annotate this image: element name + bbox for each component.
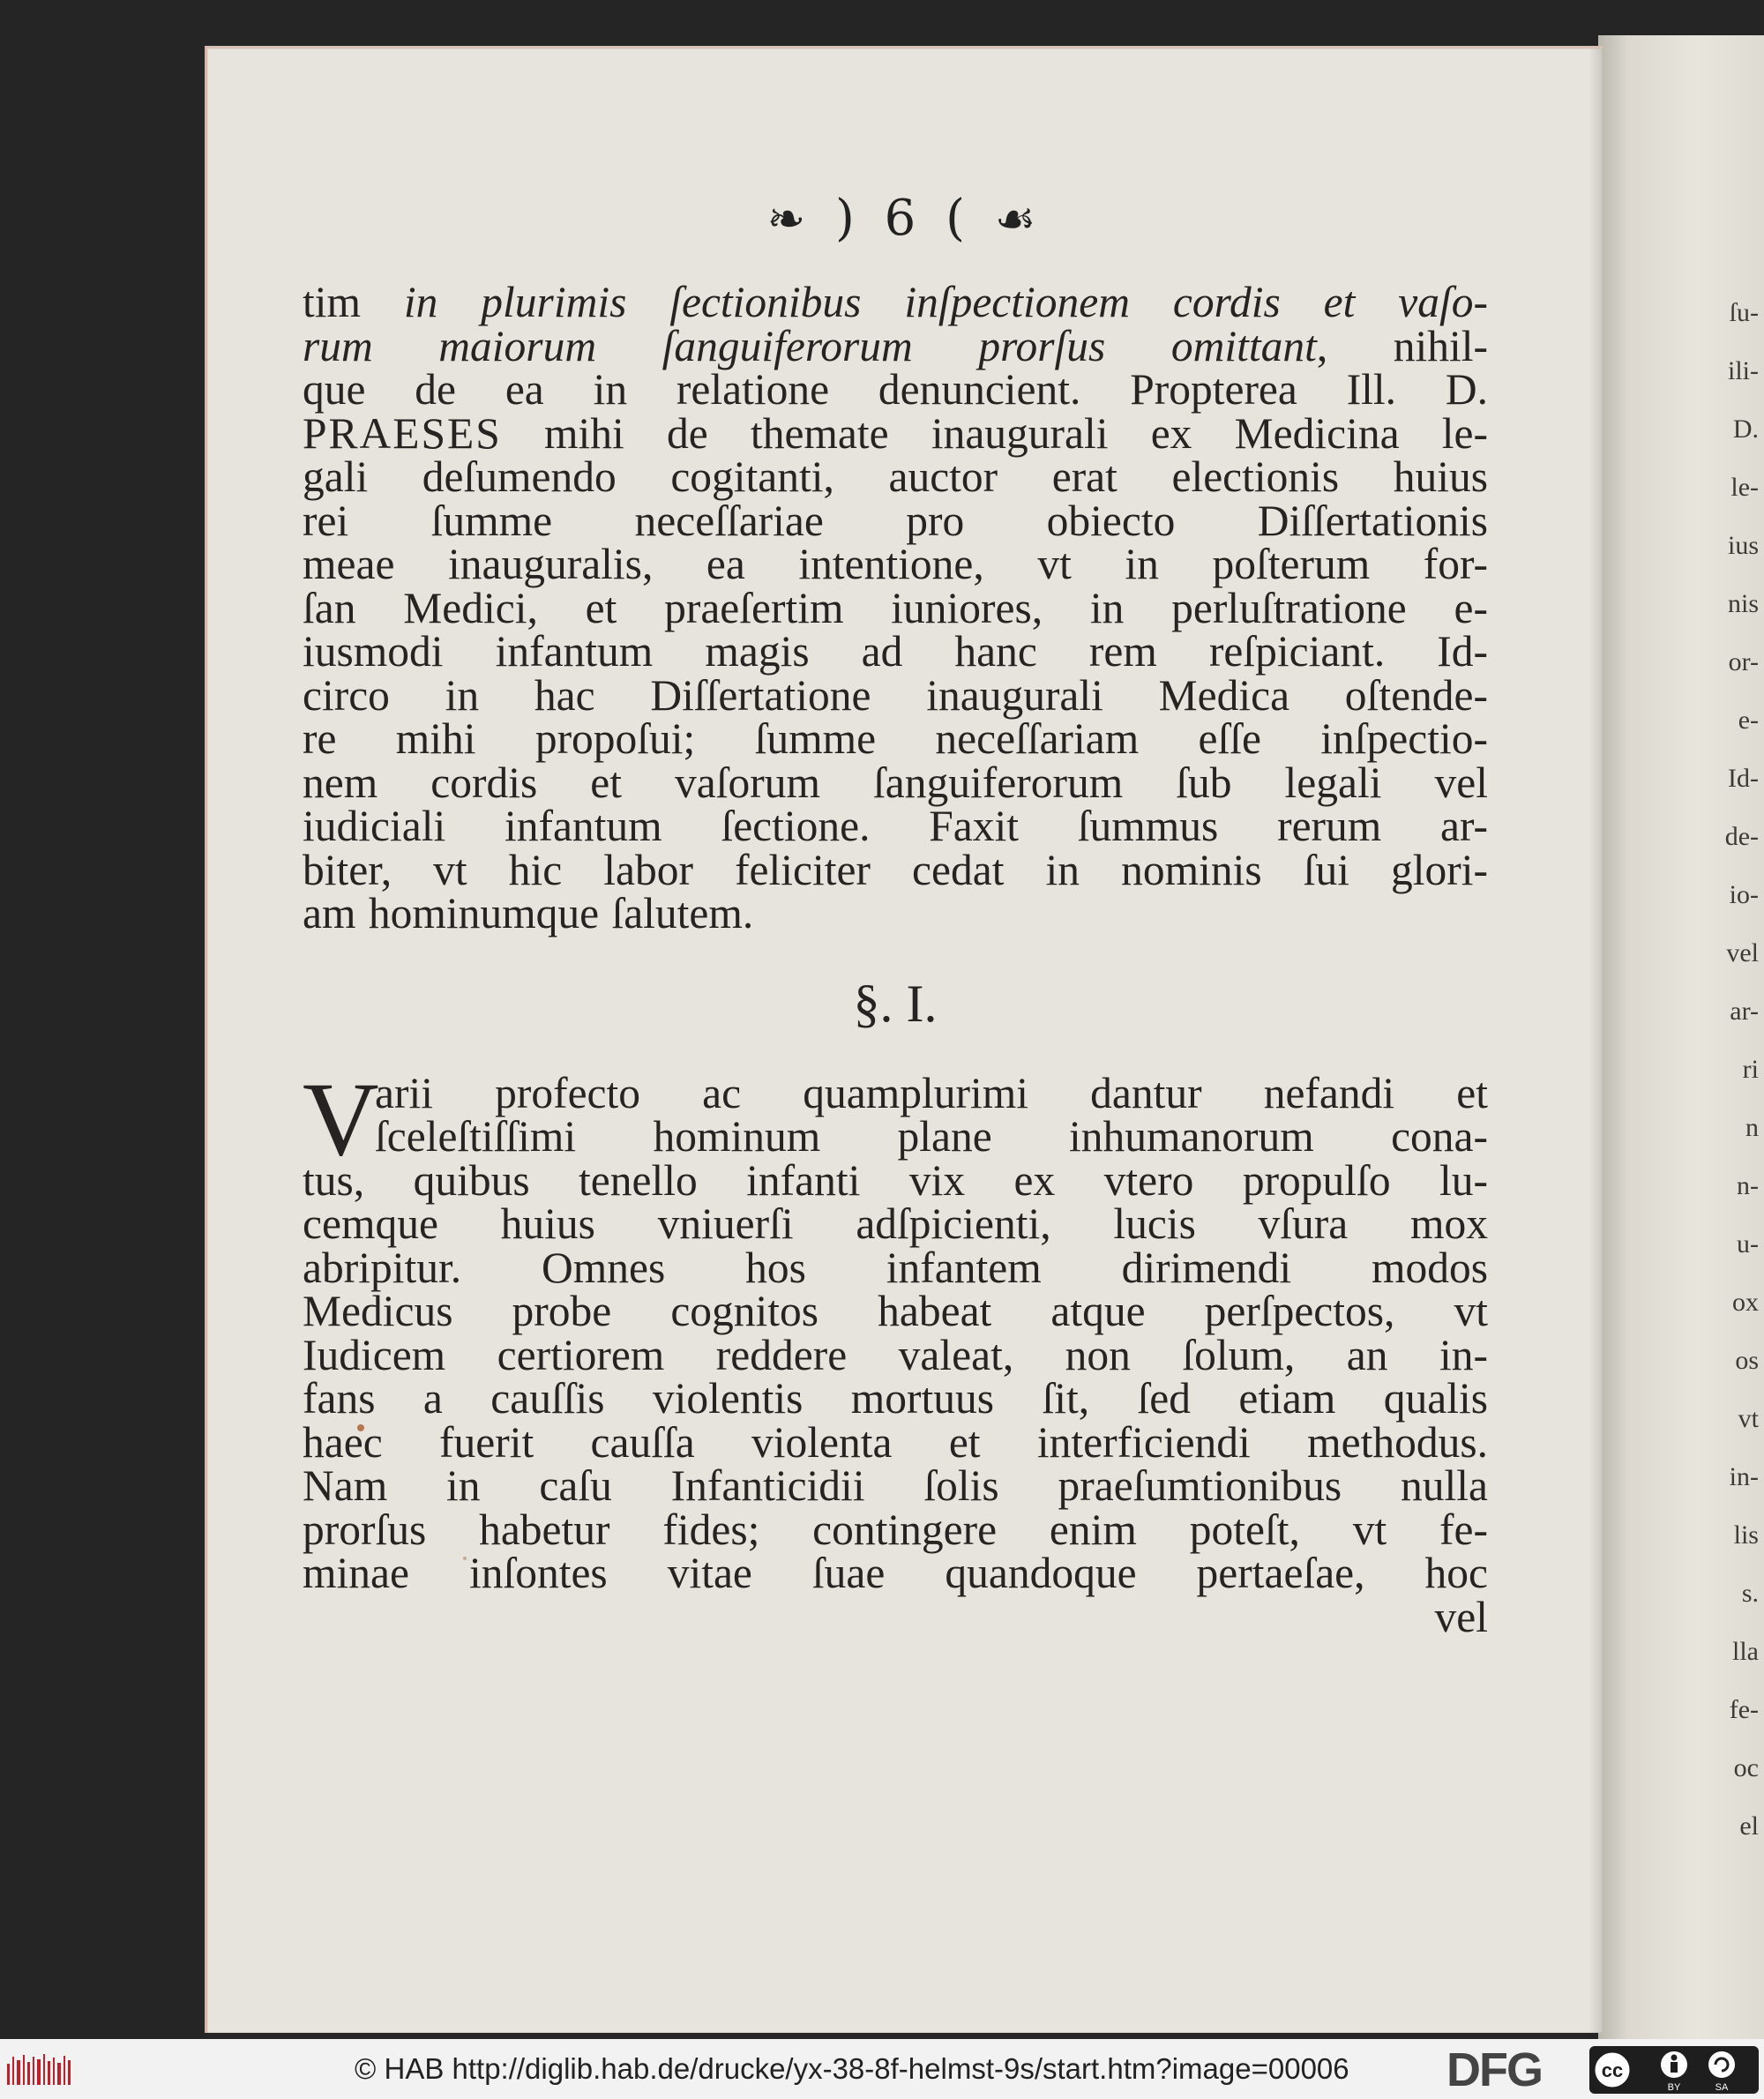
text-line: Medicus probe cognitos habeat atque perſpectos, vt [303, 1287, 1488, 1335]
text-line: arii profecto ac quamplurimi dantur nefandi et [375, 1068, 1488, 1117]
dfg-logo: DFG [1446, 2043, 1542, 2096]
next-page-fragment: e- [1738, 706, 1759, 735]
header-right-bracket: ( [946, 190, 972, 247]
text-line: fans a cauſſis violentis mortuus ſit, ſed etiam qualis [303, 1374, 1488, 1423]
text-segment: re mihi propoſui; ſumme neceſſariam eſſe inſpectio- [303, 714, 1488, 763]
text-segment: nem cordis et vaſorum ſanguiferorum ſub legali vel [303, 758, 1488, 807]
next-page-fragment: oc [1733, 1753, 1759, 1782]
paragraph-intro [303, 280, 1488, 936]
text-segment: que de ea in relatione denuncient. Propterea Ill. D. [303, 365, 1488, 414]
text-line: cemque huius vniuerſi adſpicienti, lucis vſura mox [303, 1199, 1488, 1248]
text-line [303, 889, 1488, 937]
text-line [303, 408, 1488, 458]
cc-license-badge[interactable] [1589, 2046, 1759, 2094]
svg-text:cc: cc [1601, 2059, 1624, 2081]
text-line [303, 804, 1488, 848]
license-sa-label: SA [1715, 2082, 1729, 2093]
text-line [303, 542, 1488, 586]
next-page-fragment: D. [1732, 415, 1759, 444]
source-url-text[interactable]: © HAB http://diglib.hab.de/drucke/yx-38-8f-helmst-9s/start.htm?image=00006 [355, 2052, 1349, 2085]
text-segment: biter, vt hic labor feliciter cedat in nominis ſui glori- [303, 845, 1488, 894]
text-segment: iudiciali infantum ſectione. Faxit ſummus rerum ar- [303, 802, 1488, 850]
next-page-fragment: in- [1729, 1462, 1759, 1491]
next-page-fragment: vt [1738, 1404, 1759, 1433]
text-line [303, 845, 1488, 894]
text-line [303, 496, 1488, 545]
right-ornament-icon: ☙ [994, 193, 1043, 246]
header-left-bracket: ) [834, 190, 862, 247]
next-page-fragment: u- [1737, 1229, 1759, 1259]
page-gutter [1588, 49, 1603, 2033]
text-line: tus, quibus tenello infanti vix ex vtero propulſo lu- [303, 1155, 1488, 1205]
text-segment: in plurimis ſectionibus inſpectionem cordis et vaſo- [403, 278, 1488, 326]
next-page-fragment: n [1745, 1113, 1759, 1142]
next-page-fragment: os [1735, 1346, 1759, 1375]
text-line: Nam in caſu Infanticidii ſolis praeſumtionibus nulla [303, 1461, 1488, 1510]
barcode-logo-icon [5, 2051, 74, 2088]
left-ornament-icon: ❧ [766, 193, 813, 246]
text-line: minae inſontes vitae ſuae quandoque pertaeſae, hoc [303, 1549, 1488, 1597]
next-page-fragment: s. [1741, 1579, 1759, 1608]
text-segment: rum maiorum ſanguiferorum prorſus omittant [303, 321, 1317, 370]
text-segment: rei ſumme neceſſariae pro obiecto Diſſertationis [303, 496, 1488, 545]
text-line [303, 365, 1488, 414]
next-page-fragment: vel [1726, 938, 1759, 967]
text-line: Iudicem certiorem reddere valeat, non ſolum, an in- [303, 1330, 1488, 1379]
text-line [303, 321, 1488, 370]
next-page-fragment: de- [1724, 822, 1759, 851]
drop-cap: V [303, 1059, 379, 1177]
next-page-edge [1598, 35, 1764, 2039]
next-page-fragment: lla [1732, 1637, 1759, 1666]
text-segment: mihi de themate inaugurali ex Medicina le- [501, 408, 1488, 458]
cc-license-icon [1589, 2046, 1759, 2094]
text-segment: tim [303, 278, 404, 326]
next-page-fragment: ri [1742, 1055, 1759, 1084]
next-page-fragment: fe- [1729, 1695, 1759, 1724]
license-by-label: BY [1667, 2082, 1681, 2093]
next-page-fragment: le- [1730, 473, 1759, 502]
text-line [303, 452, 1488, 501]
catchword: vel [1434, 1592, 1488, 1641]
text-segment: circo in hac Diſſertatione inaugurali Medica oſtende- [303, 670, 1488, 720]
next-page-fragment: ili- [1728, 356, 1759, 385]
paragraph-section-1 [303, 1059, 1488, 1641]
next-page-fragment: el [1739, 1811, 1759, 1841]
text-segment: PRAESES [303, 408, 502, 458]
text-line [303, 670, 1488, 720]
next-page-fragment: ius [1727, 531, 1759, 560]
next-page-fragment: ar- [1730, 997, 1759, 1026]
text-line [303, 714, 1488, 763]
text-line [303, 758, 1488, 807]
next-page-fragment: ſu- [1729, 298, 1759, 327]
running-header [207, 190, 1603, 247]
next-page-fragment: n- [1737, 1171, 1759, 1200]
next-page-fragment: lis [1733, 1520, 1759, 1550]
text-line [303, 280, 1488, 325]
next-page-fragment: nis [1727, 589, 1759, 618]
next-page-fragment: Id- [1728, 764, 1759, 793]
section-heading: §. I. [853, 974, 938, 1033]
text-segment: ſan Medici, et praeſertim iuniores, in perluſtratione e- [303, 583, 1488, 632]
body-text [303, 280, 1488, 1639]
page-number: 6 [884, 190, 923, 247]
text-segment: iusmodi infantum magis ad hanc rem reſpiciant. Id- [303, 627, 1488, 676]
text-segment: am hominumque ſalutem. [303, 889, 754, 937]
text-segment: , nihil- [1316, 321, 1488, 370]
text-segment: gali deſumendo cogitanti, auctor erat electionis huius [303, 452, 1488, 501]
text-line: haec fuerit cauſſa violenta et interficiendi methodus. [303, 1417, 1488, 1467]
text-line: prorſus habetur fides; contingere enim poteſt, vt fe- [303, 1505, 1488, 1554]
text-line [303, 627, 1488, 676]
next-page-fragment: io- [1729, 880, 1759, 909]
next-page-fragment: or- [1728, 647, 1759, 676]
text-line: ſceleſtiſſimi hominum plane inhumanorum cona- [375, 1112, 1488, 1161]
text-line: abripitur. Omnes hos infantem dirimendi modos [303, 1243, 1488, 1292]
text-line [303, 583, 1488, 632]
viewer-footer [0, 2039, 1764, 2099]
text-segment: meae inauguralis, ea intentione, vt in poſterum for- [303, 540, 1488, 588]
next-page-fragment: ox [1732, 1288, 1759, 1317]
